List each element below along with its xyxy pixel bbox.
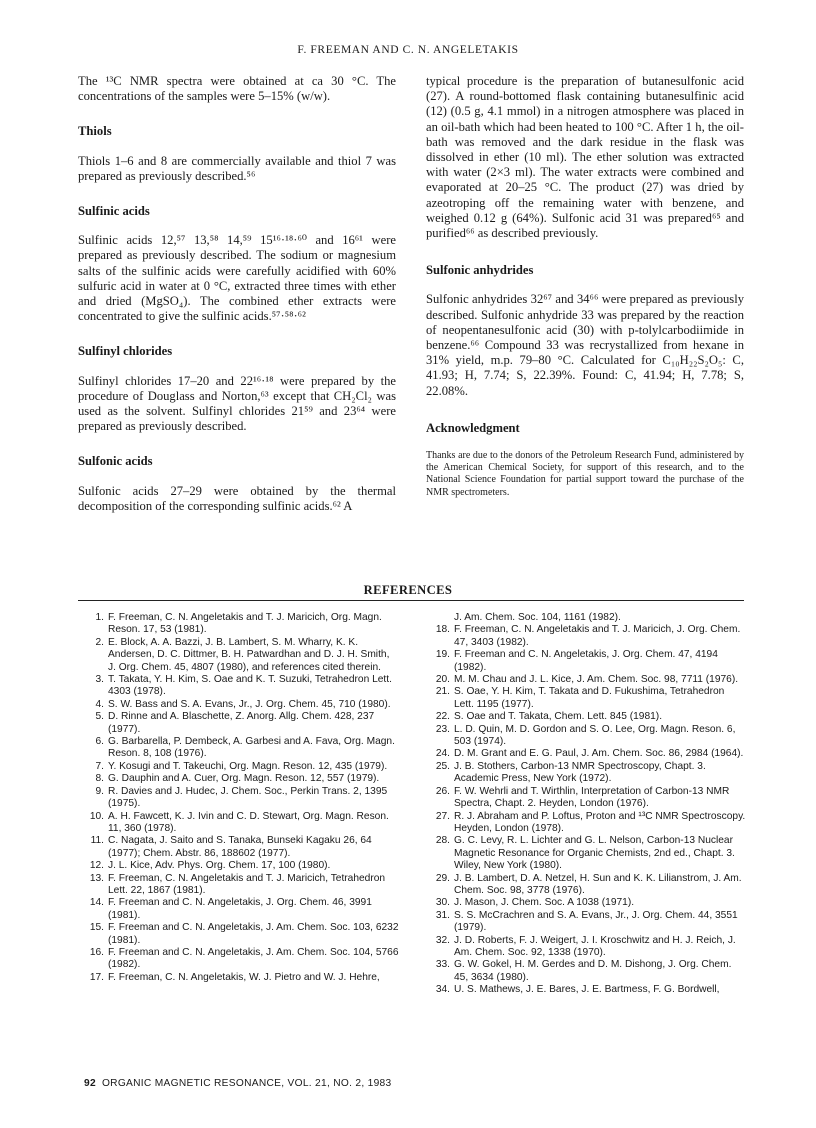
reference-text: D. Rinne and A. Blaschette, Z. Anorg. Allg. Chem. 428, 237 (1977).: [108, 711, 375, 735]
reference-item: [430, 686, 746, 711]
reference-number: 16.: [89, 946, 104, 958]
reference-item: [84, 773, 400, 785]
reference-item: [430, 761, 746, 786]
reference-number: 33.: [435, 959, 450, 971]
reference-number: 12.: [89, 860, 104, 872]
reference-number: 1.: [95, 612, 104, 623]
reference-number: 34.: [435, 984, 450, 996]
reference-item: [430, 624, 746, 649]
page-footer: [84, 1078, 391, 1089]
reference-text: F. Freeman, C. N. Angeletakis and T. J. Maricich, Org. Magn. Reson. 17, 53 (1981).: [108, 612, 382, 636]
reference-text: A. H. Fawcett, K. J. Ivin and C. D. Stewart, Org. Magn. Reson. 11, 360 (1978).: [108, 810, 389, 834]
reference-number: 30.: [435, 897, 450, 909]
reference-text: Y. Kosugi and T. Takeuchi, Org. Magn. Reson. 12, 435 (1979).: [108, 760, 388, 772]
reference-number: 11.: [90, 835, 104, 847]
reference-item: [84, 947, 400, 972]
reference-item: [430, 959, 746, 984]
reference-number: 19.: [435, 649, 450, 661]
reference-item: [430, 873, 746, 898]
reference-item: [430, 811, 746, 836]
reference-item: [430, 724, 746, 749]
reference-text: L. D. Quin, M. D. Gordon and S. O. Lee, Org. Magn. Reson. 6, 503 (1974).: [454, 723, 736, 748]
reference-text: E. Block, A. A. Bazzi, J. B. Lambert, S. M. Wharry, K. K. Andersen, D. C. Dittmer, B. H. Patwardhan and D. J. H. Smith, J. Org. Chem. 45, 4807 (1980), and references cited therein.: [108, 636, 390, 673]
reference-number: 27.: [435, 810, 450, 822]
reference-number: 20.: [435, 674, 450, 686]
running-header: F. FREEMAN AND C. N. ANGELETAKIS: [297, 44, 519, 56]
reference-text: G. Barbarella, P. Dembeck, A. Garbesi and A. Fava, Org. Magn. Reson. 8, 108 (1976).: [108, 736, 395, 760]
anhydrides-heading: Sulfonic anhydrides: [426, 263, 534, 278]
reference-item: [84, 835, 400, 860]
reference-text: R. Davies and J. Hudec, J. Chem. Soc., Perkin Trans. 2, 1395 (1975).: [108, 785, 388, 810]
reference-number: 7.: [95, 760, 104, 772]
reference-text: D. M. Grant and E. G. Paul, J. Am. Chem. Soc. 86, 2984 (1964).: [454, 748, 744, 760]
reference-item: [84, 736, 400, 761]
reference-item: [84, 786, 400, 811]
reference-text: M. M. Chau and J. L. Kice, J. Am. Chem. Soc. 98, 7711 (1976).: [454, 674, 739, 686]
reference-number: 23.: [435, 723, 450, 735]
reference-number: 26.: [435, 785, 450, 797]
reference-text: R. J. Abraham and P. Loftus, Proton and ¹³C NMR Spectroscopy. Heyden, London (1978).: [454, 810, 746, 834]
reference-item: [84, 860, 400, 872]
reference-text: S. Oae and T. Takata, Chem. Lett. 845 (1981).: [454, 711, 663, 723]
sulfonic-paragraph: Sulfonic acids 27–29 were obtained by the thermal decomposition of the corresponding sulfinic acids.⁶² A: [78, 483, 396, 513]
reference-text: S. S. McCrachren and S. A. Evans, Jr., J. Org. Chem. 44, 3551 (1979).: [454, 909, 738, 934]
reference-number: 13.: [89, 872, 104, 884]
reference-number: 25.: [435, 760, 450, 772]
reference-text: F. Freeman, C. N. Angeletakis and T. J. Maricich, Tetrahedron Lett. 22, 1867 (1981).: [108, 872, 386, 896]
reference-item: [430, 649, 746, 674]
reference-text: F. W. Wehrli and T. Wirthlin, Interpretation of Carbon-13 NMR Spectra, Chapt. 2. Heyden, London (1976).: [454, 785, 730, 810]
reference-item: [84, 637, 400, 674]
journal-citation: ORGANIC MAGNETIC RESONANCE, VOL. 21, NO. 2, 1983: [101, 1078, 392, 1089]
reference-number: 3.: [95, 674, 104, 686]
left-column: [78, 74, 396, 514]
reference-item: [430, 935, 746, 960]
reference-number: 31.: [435, 909, 450, 921]
reference-item: [430, 786, 746, 811]
references-divider: [78, 600, 744, 601]
reference-item: [430, 748, 746, 760]
reference-text: J. B. Stothers, Carbon-13 NMR Spectroscopy, Chapt. 3. Academic Press, New York (1972).: [454, 760, 706, 785]
reference-item: [84, 674, 400, 699]
reference-text: S. Oae, Y. H. Kim, T. Takata and D. Fukushima, Tetrahedron Lett. 1195 (1977).: [454, 686, 725, 710]
reference-number: 8.: [95, 773, 104, 785]
sulfinic-paragraph: Sulfinic acids 12,⁵⁷ 13,⁵⁸ 14,⁵⁹ 15¹⁶·¹⁸·⁶⁰ and 16⁶¹ were prepared as previously described. The sodium or magnesium salts of the sulfinic acids were carefully acidified with 60% sulfuric acid in water at 0 °C, extracted three times with ether and dried (MgSO₄). The combined ether extracts were concentrated to give the sulfinic acids.⁵⁷·⁵⁸·⁶²: [78, 233, 396, 324]
reference-text: F. Freeman and C. N. Angeletakis, J. Org. Chem. 46, 3991 (1981).: [108, 897, 372, 921]
reference-number: 17.: [89, 971, 104, 983]
sulfinic-heading: Sulfinic acids: [78, 204, 150, 219]
reference-text: F. Freeman and C. N. Angeletakis, J. Org. Chem. 47, 4194 (1982).: [454, 649, 718, 673]
reference-text: F. Freeman and C. N. Angeletakis, J. Am. Chem. Soc. 103, 6232 (1981).: [108, 922, 399, 946]
sulfinyl-heading: Sulfinyl chlorides: [78, 344, 173, 359]
reference-number: 22.: [435, 711, 450, 723]
reference-number: 21.: [435, 686, 450, 698]
procedure-paragraph: typical procedure is the preparation of butanesulfonic acid (27). A round-bottomed flask containing butanesulfinic acid (12) (0.5 g, 4.1 mmol) in a nitrogen atmosphere was placed in an oil-bath which had been heated to 100 °C. After 1 h, the oil-bath was removed and the dark residue in the flask was dissolved in ether (10 ml). The ether solution was extracted with water (2×3 ml). The water extracts were combined and evaporated at 20–25 °C. The product (27) was dried by azeotroping off the remaining water with benzene, and weighed 0.12 g (64%). Sulfonic acid 31 was prepared⁶⁵ and purified⁶⁶ as described previously.: [426, 74, 744, 241]
reference-number: 24.: [435, 748, 450, 760]
references-title: REFERENCES: [363, 583, 453, 597]
reference-item: [84, 711, 400, 736]
references-left-column: [84, 612, 400, 984]
thiols-paragraph: Thiols 1–6 and 8 are commercially available and thiol 7 was prepared as previously described.⁵⁶: [78, 153, 396, 183]
reference-text: J. D. Roberts, F. J. Weigert, J. I. Kroschwitz and H. J. Reich, J. Am. Chem. Soc. 92, 1338 (1970).: [454, 934, 736, 958]
reference-item: [84, 761, 400, 773]
reference-text: C. Nagata, J. Saito and S. Tanaka, Bunseki Kagaku 26, 64 (1977); Chem. Abstr. 86, 188602 (1977).: [108, 835, 372, 859]
reference-item: [430, 835, 746, 872]
reference-item: [430, 910, 746, 935]
sulfinyl-paragraph: Sulfinyl chlorides 17–20 and 22¹⁶·¹⁸ were prepared by the procedure of Douglass and Norton,⁶³ except that CH₂Cl₂ was used as the solvent. Sulfinyl chlorides 21⁵⁹ and 23⁶⁴ were prepared as previously described.: [78, 373, 396, 434]
reference-text: G. Dauphin and A. Cuer, Org. Magn. Reson. 12, 557 (1979).: [108, 773, 380, 785]
reference-number: 18.: [435, 624, 450, 636]
reference-text: J. B. Lambert, D. A. Netzel, H. Sun and K. K. Lilianstrom, J. Am. Chem. Soc. 98, 3778 (1976).: [454, 872, 742, 896]
reference-item: [84, 972, 400, 984]
reference-number: 29.: [435, 872, 450, 884]
reference-text: J. Mason, J. Chem. Soc. A 1038 (1971).: [454, 897, 635, 909]
reference-text: T. Takata, Y. H. Kim, S. Oae and K. T. Suzuki, Tetrahedron Lett. 4303 (1978).: [108, 674, 392, 698]
reference-number: 6.: [95, 736, 104, 748]
anhydrides-paragraph: Sulfonic anhydrides 32⁶⁷ and 34⁶⁶ were prepared as previously described. Sulfonic anhydride 33 was prepared by the reaction of neopentanesulfonic acid (30) with p-tolylcarbodiimide in benzene.⁶⁶ Compound 33 was recrystallized from hexane in 31% yield, m.p. 79–80 °C. Calculated for C₁₀H₂₂S₂O₅: C, 41.93; H, 7.74; S, 22.39%. Found: C, 41.94; H, 7.78; S, 22.08%.: [426, 292, 744, 398]
reference-text: F. Freeman, C. N. Angeletakis and T. J. Maricich, J. Org. Chem. 47, 3403 (1982).: [454, 624, 741, 648]
reference-text: J. L. Kice, Adv. Phys. Org. Chem. 17, 100 (1980).: [108, 860, 331, 872]
reference-item: [430, 897, 746, 909]
thiols-heading: Thiols: [78, 124, 112, 139]
reference-item: [84, 699, 400, 711]
reference-number: 28.: [435, 835, 450, 847]
reference-item: [430, 984, 746, 996]
acknowledgment-paragraph: Thanks are due to the donors of the Petroleum Research Fund, administered by the American Chemical Society, for support of this research, and to the National Science Foundation for partial support toward the purchase of the NMR spectrometers.: [426, 450, 744, 498]
reference-number: 5.: [95, 711, 104, 723]
reference-number: 9.: [95, 785, 104, 797]
reference-number: 4.: [95, 698, 104, 710]
reference-number: 10.: [89, 810, 104, 822]
reference-text: S. W. Bass and S. A. Evans, Jr., J. Org. Chem. 45, 710 (1980).: [108, 698, 391, 710]
page-number: 92: [84, 1078, 96, 1089]
reference-text: J. Am. Chem. Soc. 104, 1161 (1982).: [454, 612, 621, 623]
acknowledgment-heading: Acknowledgment: [426, 420, 520, 435]
reference-item: [84, 897, 400, 922]
reference-text: U. S. Mathews, J. E. Bares, J. E. Bartmess, F. G. Bordwell,: [454, 984, 720, 996]
reference-item: [430, 612, 746, 624]
reference-item: [430, 674, 746, 686]
reference-number: 15.: [89, 922, 104, 934]
reference-item: [84, 873, 400, 898]
sulfonic-heading: Sulfonic acids: [78, 454, 153, 469]
reference-item: [84, 612, 400, 637]
reference-item: [84, 811, 400, 836]
reference-number: 2.: [95, 636, 104, 648]
intro-paragraph: The ¹³C NMR spectra were obtained at ca 30 °C. The concentrations of the samples were 5–15% (w/w).: [78, 74, 396, 104]
reference-text: G. W. Gokel, H. M. Gerdes and D. M. Dishong, J. Org. Chem. 45, 3634 (1980).: [454, 959, 732, 983]
reference-item: [430, 711, 746, 723]
reference-number: 14.: [89, 897, 104, 909]
reference-text: F. Freeman, C. N. Angeletakis, W. J. Pietro and W. J. Hehre,: [108, 971, 380, 983]
references-right-column: [430, 612, 746, 997]
reference-text: G. C. Levy, R. L. Lichter and G. L. Nelson, Carbon-13 Nuclear Magnetic Resonance for Organic Chemists, 2nd ed., Chapt. 3. Wiley, New York (1980).: [454, 835, 735, 872]
reference-item: [84, 922, 400, 947]
reference-text: F. Freeman and C. N. Angeletakis, J. Am. Chem. Soc. 104, 5766 (1982).: [108, 946, 399, 971]
right-column: [426, 74, 744, 499]
reference-number: 32.: [435, 934, 450, 946]
